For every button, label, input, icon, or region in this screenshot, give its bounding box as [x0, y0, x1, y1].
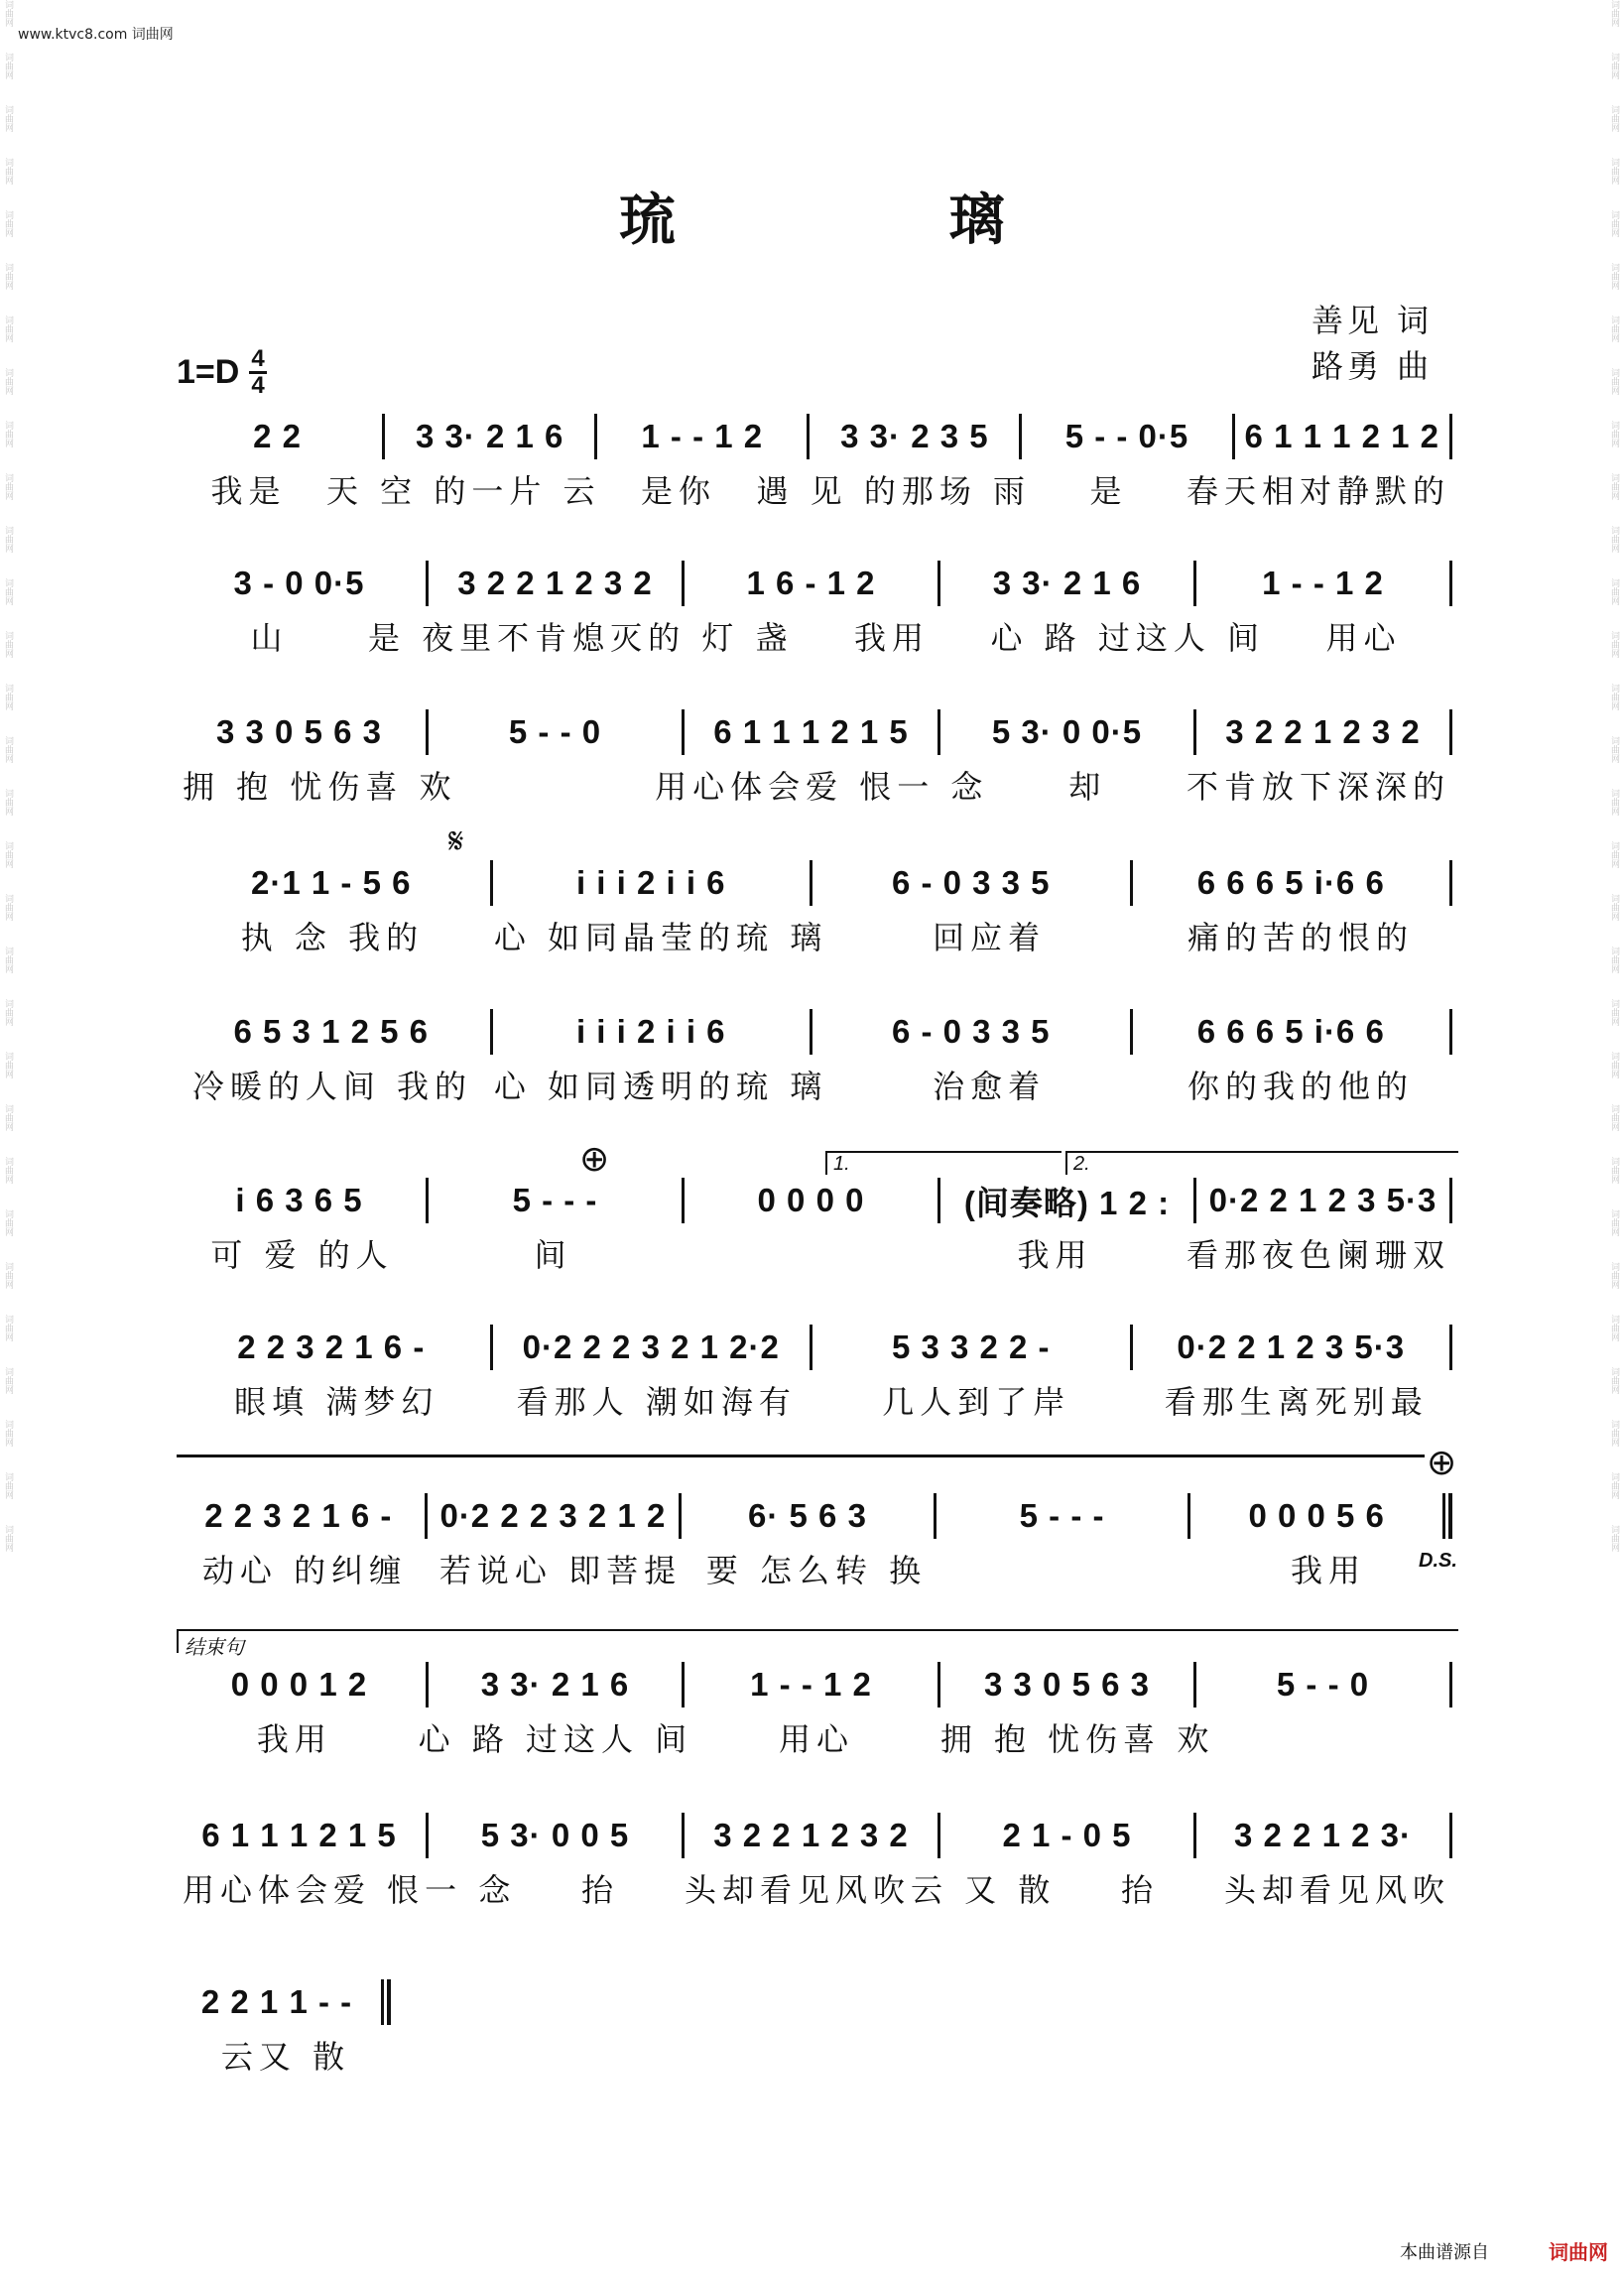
measure: 5 3· 0 0 5: [480, 1817, 630, 1853]
measure: 3 3 0 5 6 3: [984, 1666, 1150, 1703]
measure: 3 3 0 5 6 3: [216, 713, 382, 750]
barline: [1187, 1493, 1190, 1539]
score-system: [177, 1657, 1456, 1762]
lyric-segment: 不肯放下深深的: [1186, 768, 1450, 806]
lyric-segment: 若说心 即菩提: [438, 1552, 683, 1589]
lyric-segment: 遇 见 的那场 雨: [756, 472, 1031, 510]
lyric-segment: 看那生离死别最: [1164, 1383, 1429, 1421]
barline: [490, 860, 493, 906]
barline: [937, 1662, 940, 1708]
measure: 1 - - 1 2: [641, 418, 764, 454]
credits: [1312, 298, 1433, 389]
barline: [1130, 1325, 1133, 1370]
lyric-segment: 痛的苦的恨的: [1187, 919, 1415, 956]
lyric-segment: 云又 散: [220, 2038, 351, 2076]
barline: [426, 1662, 429, 1708]
barline: [1449, 1325, 1452, 1370]
lyric-segment: 是 夜里不肯熄灭的 灯 盏: [367, 619, 794, 657]
measure: 2 2 3 2 1 6 -: [237, 1328, 426, 1365]
measure: i i i 2 i i 6: [575, 864, 726, 901]
key-label: 1=D: [177, 353, 240, 391]
measure: 3 3· 2 1 6: [480, 1666, 630, 1703]
barline: [1193, 1813, 1196, 1858]
measure: 6 5 3 1 2 5 6: [233, 1013, 429, 1050]
measure: 5 - - -: [1019, 1497, 1105, 1534]
measure: 5 - - 0: [508, 713, 602, 750]
lyrics-row: [177, 611, 1456, 661]
measure: 3 - 0 0·5: [233, 565, 365, 601]
barline: [682, 709, 685, 755]
measure: 2·1 1 - 5 6: [251, 864, 412, 901]
measure: 0 0 0 5 6: [1248, 1497, 1385, 1534]
end-phrase-label: 结束句: [177, 1629, 1458, 1653]
barline: [937, 561, 940, 606]
score-system: [177, 1488, 1456, 1593]
footer-brand[interactable]: 词曲网: [1549, 2240, 1608, 2264]
barline: [426, 1178, 429, 1223]
measure: 0 0 0 0: [757, 1182, 865, 1218]
lyric-segment: 动心 的纠缠: [201, 1552, 408, 1589]
lyric-segment: 心 路 过这人 间: [418, 1720, 693, 1758]
barline: [426, 709, 429, 755]
lyric-segment: 用心体会爱 恨一 念: [655, 768, 989, 806]
barline: [1442, 1493, 1452, 1539]
lyric-segment: 山: [250, 619, 289, 657]
lyric-segment: 几人到了岸: [882, 1383, 1071, 1421]
score-system: [177, 704, 1456, 810]
lyric-segment: 要 怎么转 换: [705, 1552, 928, 1589]
measure: 6 6 6 5 i·6 6: [1196, 1013, 1385, 1050]
barline: [937, 709, 940, 755]
barline: [1130, 860, 1133, 906]
barline: [1193, 1178, 1196, 1223]
coda-icon-2: ⊕: [1427, 1443, 1457, 1483]
measure: 1 - - 1 2: [1262, 565, 1384, 601]
time-signature: [249, 347, 266, 398]
barline: [1449, 561, 1452, 606]
volta-1: 1.: [825, 1151, 1062, 1175]
barline: [679, 1493, 682, 1539]
barline: [1449, 1813, 1452, 1858]
measure: (间奏略) 1 2 :: [963, 1184, 1171, 1221]
measure: 6· 5 6 3: [748, 1497, 867, 1534]
notes-row: [177, 1173, 1456, 1228]
measure: 3 3· 2 1 6: [992, 565, 1142, 601]
barline: [810, 1009, 812, 1055]
barline: [426, 1813, 429, 1858]
measure: 1 - - 1 2: [750, 1666, 872, 1703]
measure: 5 3· 0 0·5: [991, 713, 1143, 750]
lyric-segment: 治愈着: [933, 1068, 1047, 1105]
score-system: [177, 1808, 1456, 1913]
lyrics-row: [177, 1228, 1456, 1278]
lyric-segment: 用心: [778, 1720, 854, 1758]
lyric-segment: 我是: [210, 472, 287, 510]
barline: [682, 1178, 685, 1223]
composer-credit: 路勇 曲: [1312, 347, 1434, 385]
lyric-segment: 执 念 我的: [240, 919, 425, 956]
barline: [1449, 1009, 1452, 1055]
time-top: 4: [251, 345, 265, 372]
barline: [426, 561, 429, 606]
watermark-left: 词曲网 词曲网 词曲网 词曲网 词曲网 词曲网 词曲网 词曲网 词曲网 词曲网 词曲网 词曲网 词曲网 词曲网 词曲网 词曲网 词曲网 词曲网 词曲网 词曲网 词曲网 词曲网 词曲网 词曲网 词曲网 词曲网 词曲网 词曲网 词曲网 词曲网: [3, 0, 13, 1552]
volta-2: 2.: [1065, 1151, 1458, 1175]
notes-row: [177, 704, 1456, 760]
barline: [1193, 1662, 1196, 1708]
measure: 0 0 0 1 2: [230, 1666, 368, 1703]
lyrics-row: [177, 1712, 1456, 1762]
lyrics-row: [177, 1544, 1456, 1593]
barline: [810, 860, 812, 906]
measure: 6 - 0 3 3 5: [891, 864, 1051, 901]
notes-row: [177, 1657, 1456, 1712]
section-rule: [177, 1455, 1425, 1457]
barline: [807, 414, 810, 459]
lyric-segment: 可 爱 的人: [210, 1236, 394, 1274]
score-system: [177, 1004, 1456, 1109]
key-signature: [177, 347, 267, 398]
measure: 2 2: [253, 418, 302, 454]
measure: 1 6 - 1 2: [746, 565, 876, 601]
lyric-segment: 看那人 潮如海有: [516, 1383, 797, 1421]
measure: 5 - - 0: [1276, 1666, 1370, 1703]
measure: 2 2 1 1 - -: [200, 1983, 353, 2020]
measure: 6 1 1 1 2 1 2: [1244, 418, 1440, 454]
barline: [425, 1493, 428, 1539]
barline: [937, 1178, 940, 1223]
lyrics-row: [177, 2030, 395, 2080]
lyric-segment: 是你: [640, 472, 716, 510]
barline: [381, 1979, 391, 2025]
score-system: [177, 1974, 1456, 2080]
measure: 5 - - 0·5: [1064, 418, 1189, 454]
lyric-segment: 我用: [256, 1720, 332, 1758]
barline: [1130, 1009, 1133, 1055]
measure: 3 3· 2 3 5: [840, 418, 989, 454]
watermark-right: 词曲网 词曲网 词曲网 词曲网 词曲网 词曲网 词曲网 词曲网 词曲网 词曲网 词曲网 词曲网 词曲网 词曲网 词曲网 词曲网 词曲网 词曲网 词曲网 词曲网 词曲网 词曲网 词曲网 词曲网 词曲网 词曲网 词曲网 词曲网 词曲网 词曲网: [1609, 0, 1619, 1552]
barline: [1193, 709, 1196, 755]
coda-icon: ⊕: [579, 1139, 610, 1180]
barline: [682, 561, 685, 606]
lyric-segment: 眼填 满梦幻: [234, 1383, 439, 1421]
score-system: [177, 1320, 1456, 1425]
measure: 6 1 1 1 2 1 5: [713, 713, 909, 750]
lyric-segment: 我用: [854, 619, 931, 657]
site-header[interactable]: www.ktvc8.com 词曲网: [18, 27, 174, 43]
barline: [1449, 860, 1452, 906]
lyric-segment: 天 空 的一片 云: [325, 472, 601, 510]
measure: 3 2 2 1 2 3 2: [713, 1817, 909, 1853]
barline: [937, 1813, 940, 1858]
measure: 2 2 3 2 1 6 -: [204, 1497, 393, 1534]
barline: [490, 1009, 493, 1055]
lyric-segment: 心 路 过这人 间: [990, 619, 1266, 657]
lyric-segment: 心 如同透明的琉 璃: [493, 1068, 828, 1105]
lyric-segment: 是: [1089, 472, 1128, 510]
lyrics-row: [177, 1375, 1456, 1425]
score-system: [177, 1173, 1456, 1278]
barline: [682, 1662, 685, 1708]
barline: [1019, 414, 1022, 459]
barline: [490, 1325, 493, 1370]
barline: [1449, 709, 1452, 755]
measure: 0·2 2 1 2 3 5·3: [1177, 1328, 1406, 1365]
barline: [1449, 1662, 1452, 1708]
segno-icon: 𝄋: [448, 822, 464, 862]
barline: [1449, 1178, 1452, 1223]
notes-row: [177, 409, 1456, 464]
barline: [1193, 561, 1196, 606]
measure: 0·2 2 2 3 2 1 2·2: [522, 1328, 780, 1365]
lyric-segment: 头却看见风吹: [1224, 1871, 1451, 1909]
notes-row: [177, 556, 1456, 611]
lyric-segment: 冷暖的人间 我的: [191, 1068, 473, 1105]
score-system: [177, 855, 1456, 960]
lyrics-row: [177, 1060, 1456, 1109]
footer: [1400, 2236, 1608, 2265]
notes-row: [177, 1974, 395, 2030]
notes-row: [177, 1488, 1456, 1544]
lyric-segment: 间: [534, 1236, 572, 1274]
score-system: [177, 409, 1456, 514]
lyricist-credit: 善见 词: [1312, 302, 1434, 339]
lyric-segment: 用心: [1325, 619, 1402, 657]
measure: 0·2 2 2 3 2 1 2: [439, 1497, 667, 1534]
lyrics-row: [177, 911, 1456, 960]
measure: 5 3 3 2 2 -: [891, 1328, 1051, 1365]
score-system: [177, 556, 1456, 661]
measure: 2 1 - 0 5: [1002, 1817, 1132, 1853]
measure: 3 3· 2 1 6: [415, 418, 564, 454]
measure: 0·2 2 1 2 3 5·3: [1208, 1182, 1437, 1218]
measure: 6 6 6 5 i·6 6: [1196, 864, 1385, 901]
notes-row: [177, 1004, 1456, 1060]
barline: [810, 1325, 812, 1370]
lyric-segment: 拥 抱 忧伤喜 欢: [183, 768, 457, 806]
notes-row: [177, 1320, 1456, 1375]
measure: i 6 3 6 5: [235, 1182, 363, 1218]
lyric-segment: 我用: [1290, 1552, 1366, 1589]
footer-source: 本曲谱源自: [1400, 2241, 1489, 2263]
measure: i i i 2 i i 6: [575, 1013, 726, 1050]
barline: [934, 1493, 937, 1539]
lyric-segment: 心 如同晶莹的琉 璃: [493, 919, 828, 956]
barline: [682, 1813, 685, 1858]
lyric-segment: 抬: [581, 1871, 620, 1909]
barline: [1449, 414, 1452, 459]
lyric-segment: 却: [1068, 768, 1107, 806]
measure: 3 2 2 1 2 3 2: [1225, 713, 1421, 750]
barline: [1232, 414, 1235, 459]
lyric-segment: 春天相对静默的: [1186, 472, 1450, 510]
measure: 6 - 0 3 3 5: [891, 1013, 1051, 1050]
barline: [594, 414, 597, 459]
measure: 6 1 1 1 2 1 5: [201, 1817, 397, 1853]
lyric-segment: 用心体会爱 恨一 念: [183, 1871, 517, 1909]
lyrics-row: [177, 464, 1456, 514]
measure: 3 2 2 1 2 3 2: [457, 565, 653, 601]
notes-row: [177, 1808, 1456, 1863]
lyrics-row: [177, 760, 1456, 810]
song-title: 琉 璃: [619, 188, 1114, 253]
barline: [382, 414, 385, 459]
lyrics-row: [177, 1863, 1456, 1913]
ds-mark: D.S.: [1419, 1550, 1457, 1572]
lyric-segment: 拥 抱 忧伤喜 欢: [939, 1720, 1215, 1758]
lyric-segment: 回应着: [933, 919, 1047, 956]
lyric-segment: 看那夜色阑珊双: [1187, 1236, 1451, 1274]
time-bottom: 4: [251, 372, 265, 399]
lyric-segment: 头却看见风吹云 又 散: [685, 1871, 1057, 1909]
lyric-segment: 我用: [1017, 1236, 1093, 1274]
notes-row: [177, 855, 1456, 911]
lyric-segment: 抬: [1121, 1871, 1160, 1909]
measure: 5 - - -: [512, 1182, 598, 1218]
measure: 3 2 2 1 2 3·: [1234, 1817, 1412, 1853]
lyric-segment: 你的我的他的: [1187, 1068, 1415, 1105]
